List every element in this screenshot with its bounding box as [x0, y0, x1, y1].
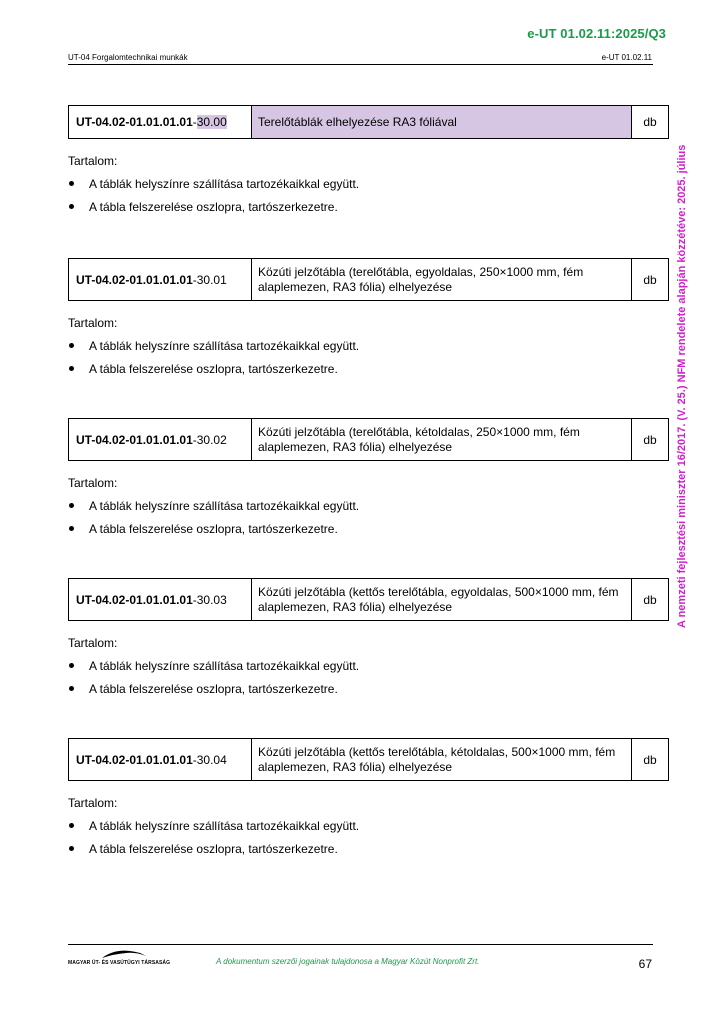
header-right: e-UT 01.02.11 [601, 53, 652, 62]
bullet-icon [69, 526, 74, 531]
bullet-list [68, 177, 669, 214]
item-code [69, 579, 252, 620]
content-label: Tartalom: [68, 636, 118, 650]
item-unit: db [643, 115, 657, 129]
bullet-list [68, 659, 669, 696]
item-code [69, 106, 252, 138]
bullet-item: A táblák helyszínre szállítása tartozékaikkal együtt. [68, 499, 669, 513]
bullet-icon [69, 366, 74, 371]
bullet-list [68, 819, 669, 856]
doc-code: e-UT 01.02.11:2025/Q3 [527, 26, 666, 41]
item-unit: db [643, 592, 657, 607]
bullet-icon [69, 663, 74, 668]
item-code [69, 419, 252, 460]
item-code-suffix: 30.00 [196, 115, 227, 129]
item-block [68, 738, 669, 856]
bullet-item: A tábla felszerelése oszlopra, tartószerkezetre. [68, 682, 669, 696]
bullet-item: A táblák helyszínre szállítása tartozékaikkal együtt. [68, 659, 669, 673]
item-code-suffix: -30.02 [192, 432, 227, 447]
content-label: Tartalom: [68, 316, 118, 330]
bullet-icon [69, 204, 74, 209]
item-unit: db [643, 752, 657, 767]
content-label: Tartalom: [68, 796, 118, 810]
item-description: Terelőtáblák elhelyezése RA3 fóliával [252, 106, 632, 138]
item-block [68, 258, 669, 376]
bullet-icon [69, 343, 74, 348]
item-unit: db [643, 272, 657, 287]
content-label: Tartalom: [68, 476, 118, 490]
item-code-main: UT-04.02-01.01.01.01 [76, 432, 193, 447]
bullet-icon [69, 686, 74, 691]
bullet-icon [69, 823, 74, 828]
bullet-icon [69, 181, 74, 186]
item-code-dash: - [192, 115, 197, 129]
footer-copyright: A dokumentum szerzői jogainak tulajdonosa a Magyar Közút Nonprofit Zrt. [216, 957, 480, 966]
item-table [68, 578, 669, 621]
item-code-suffix: -30.04 [192, 752, 227, 767]
footer-logo [68, 948, 178, 970]
bullet-item: A táblák helyszínre szállítása tartozékaikkal együtt. [68, 819, 669, 833]
bullet-item: A táblák helyszínre szállítása tartozékaikkal együtt. [68, 177, 669, 191]
bullet-item: A tábla felszerelése oszlopra, tartószerkezetre. [68, 842, 669, 856]
item-table [68, 258, 669, 301]
item-code-suffix: -30.03 [192, 592, 227, 607]
item-description: Közúti jelzőtábla (terelőtábla, egyoldalas, 250×1000 mm, fém alaplemezen, RA3 fólia) elhelyezése [252, 259, 632, 300]
item-table [68, 105, 669, 139]
item-code [69, 739, 252, 780]
item-description: Közúti jelzőtábla (kettős terelőtábla, egyoldalas, 500×1000 mm, fém alaplemezen, RA3 fólia) elhelyezése [252, 579, 632, 620]
page-number: 67 [638, 957, 652, 971]
bullet-icon [69, 846, 74, 851]
header-rule [68, 64, 653, 65]
item-code-main: UT-04.02-01.01.01.01 [76, 272, 193, 287]
item-code-main: UT-04.02-01.01.01.01 [76, 752, 193, 767]
item-block [68, 418, 669, 536]
bullet-item: A tábla felszerelése oszlopra, tartószerkezetre. [68, 200, 669, 214]
item-description: Közúti jelzőtábla (kettős terelőtábla, kétoldalas, 500×1000 mm, fém alaplemezen, RA3 fólia) elhelyezése [252, 739, 632, 780]
item-description: Közúti jelzőtábla (terelőtábla, kétoldalas, 250×1000 mm, fém alaplemezen, RA3 fólia) elhelyezése [252, 419, 632, 460]
item-block [68, 105, 669, 214]
item-code-suffix: -30.01 [192, 272, 227, 287]
bullet-icon [69, 503, 74, 508]
item-code-main: UT-04.02-01.01.01.01 [76, 592, 193, 607]
bullet-item: A táblák helyszínre szállítása tartozékaikkal együtt. [68, 339, 669, 353]
side-note: A nemzeti fejlesztési miniszter 16/2017. (V. 25.) NFM rendelete alapján közzétéve: 2025. július [676, 144, 688, 628]
item-table [68, 738, 669, 781]
item-block [68, 578, 669, 696]
item-code [69, 259, 252, 300]
item-code-main: UT-04.02-01.01.01.01 [76, 115, 193, 129]
bullet-list [68, 339, 669, 376]
bullet-item: A tábla felszerelése oszlopra, tartószerkezetre. [68, 362, 669, 376]
item-table [68, 418, 669, 461]
bullet-item: A tábla felszerelése oszlopra, tartószerkezetre. [68, 522, 669, 536]
item-unit: db [643, 432, 657, 447]
logo-text: MAGYAR ÚT- ÉS VASÚTÜGYI TÁRSASÁG [68, 960, 171, 966]
bullet-list [68, 499, 669, 536]
header-left: UT-04 Forgalomtechnikai munkák [68, 53, 188, 62]
footer-rule [68, 944, 653, 945]
logo-swoosh-icon [100, 948, 148, 960]
content-label: Tartalom: [68, 154, 118, 168]
